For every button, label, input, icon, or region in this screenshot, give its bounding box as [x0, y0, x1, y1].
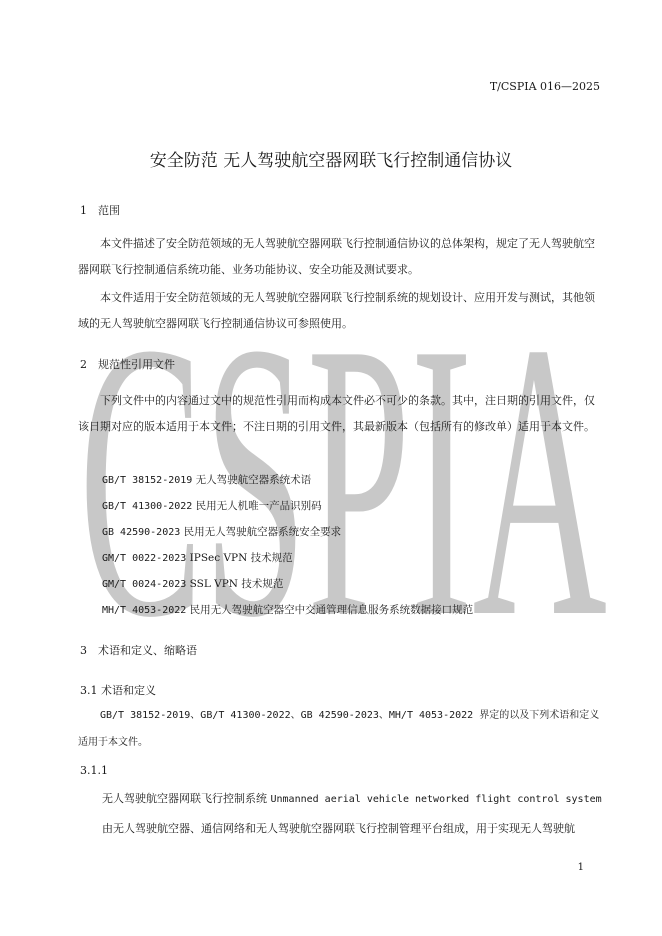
document-title: 安全防范 无人驾驶航空器网联飞行控制通信协议 — [149, 151, 513, 171]
section-3-heading — [80, 642, 197, 658]
reference-item: GB/T 41300-2022 民用无人机唯一产品识别码 — [102, 500, 322, 512]
section-number: 2 — [80, 358, 87, 371]
reference-item: GM/T 0022-2023 IPSec VPN 技术规范 — [102, 552, 293, 564]
clause-number: 3.1.1 — [80, 764, 108, 777]
section-title: 术语和定义、缩略语 — [98, 644, 197, 657]
section-2-intro: 下列文件中的内容通过文中的规范性引用而构成本文件必不可少的条款。其中，注日期的引用文件，仅该日期对应的版本适用于本文件；不注日期的引用文件，其最新版本（包括所有的修改单）适用于本文件。 — [78, 394, 595, 433]
page-number: 1 — [577, 862, 584, 873]
section-1-paragraph-2: 本文件适用于安全防范领域的无人驾驶航空器网联飞行控制系统的规划设计、应用开发与测试，其他领域的无人驾驶航空器网联飞行控制通信协议可参照使用。 — [78, 291, 595, 330]
section-number: 1 — [80, 204, 87, 217]
section-1-heading — [80, 202, 120, 218]
term-definition: 由无人驾驶航空器、通信网络和无人驾驶航空器网联飞行控制管理平台组成，用于实现无人驾驶航 — [102, 822, 575, 835]
section-title: 范围 — [98, 204, 120, 217]
reference-item: MH/T 4053-2022 民用无人驾驶航空器空中交通管理信息服务系统数据接口规范 — [102, 604, 474, 616]
subsection-3-1-heading: 3.1 术语和定义 — [80, 684, 156, 697]
reference-item: GM/T 0024-2023 SSL VPN 技术规范 — [102, 578, 284, 590]
watermark-text: CSPIA — [79, 295, 607, 625]
subsection-3-1-paragraph: GB/T 38152-2019、GB/T 41300-2022、GB 42590-2023、MH/T 4053-2022 界定的以及下列术语和定义适用于本文件。 — [78, 710, 600, 748]
section-number: 3 — [80, 644, 87, 657]
term-entry — [102, 790, 602, 806]
section-1-paragraph-1: 本文件描述了安全防范领域的无人驾驶航空器网联飞行控制通信协议的总体架构，规定了无人驾驶航空器网联飞行控制通信系统功能、业务功能协议、安全功能及测试要求。 — [78, 237, 595, 276]
reference-item: GB/T 38152-2019 无人驾驶航空器系统术语 — [102, 474, 312, 486]
term-english: Unmanned aerial vehicle networked flight control system — [270, 794, 602, 805]
term-chinese: 无人驾驶航空器网联飞行控制系统 — [102, 792, 267, 805]
section-2-heading — [80, 356, 175, 372]
reference-item: GB 42590-2023 民用无人驾驶航空器系统安全要求 — [102, 526, 342, 538]
document-code: T/CSPIA 016—2025 — [489, 80, 600, 93]
section-title: 规范性引用文件 — [98, 358, 175, 371]
